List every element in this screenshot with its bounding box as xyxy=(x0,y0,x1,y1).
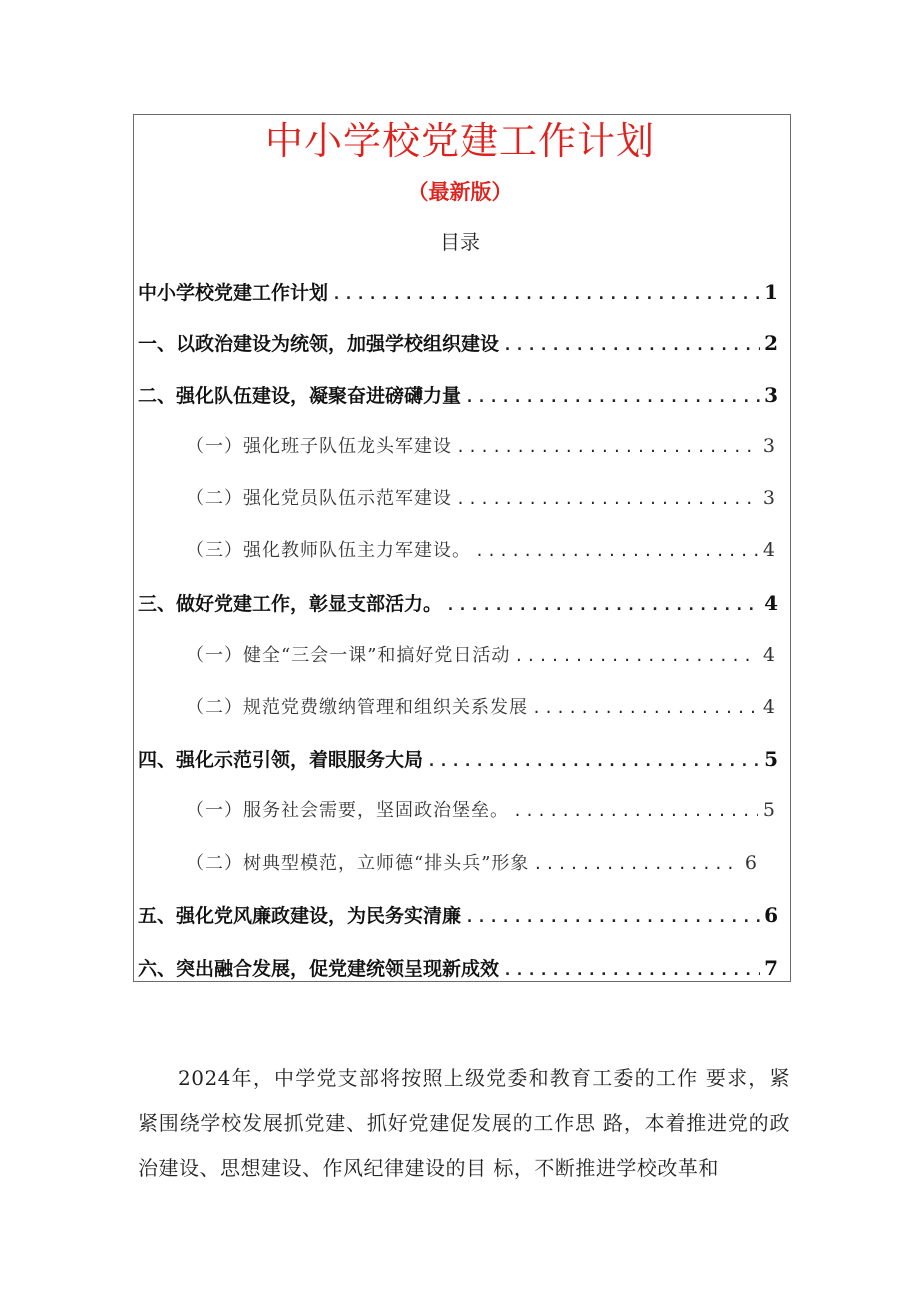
toc-entry-page: 6 xyxy=(764,903,778,927)
toc-dot-leader xyxy=(465,901,760,931)
toc-entry[interactable] xyxy=(138,327,778,359)
toc-entry-label: （二）强化党员队伍示范军建设 xyxy=(186,488,452,509)
toc-entry[interactable] xyxy=(138,587,778,619)
toc-entry-label: （二）树典型模范，立师德“排头兵”形象 xyxy=(186,853,530,874)
toc-entry-label: 三、做好党建工作，彰显支部活力。 xyxy=(138,593,443,615)
toc-entry-label: 中小学校党建工作计划 xyxy=(138,282,329,304)
toc-entry[interactable] xyxy=(186,534,776,566)
toc-dot-leader xyxy=(532,692,758,723)
toc-entry-page: 4 xyxy=(762,696,776,718)
toc-entry-label: 四、强化示范引领，着眼服务大局 xyxy=(138,749,424,771)
toc-entry[interactable] xyxy=(138,899,778,931)
toc-entry-label: 五、强化党风廉政建设，为民务实清廉 xyxy=(138,905,462,927)
toc-entry[interactable] xyxy=(186,430,776,462)
toc-dot-leader xyxy=(427,745,760,775)
toc-entry[interactable] xyxy=(138,276,778,308)
toc-entry-label: 六、突出融合发展，促党建统领呈现新成效 xyxy=(138,958,500,980)
toc-entry-page: 2 xyxy=(764,331,778,355)
toc-dot-leader xyxy=(513,795,758,826)
toc-entry-label: （一）强化班子队伍龙头军建设 xyxy=(186,436,452,457)
toc-entry-page: 5 xyxy=(764,747,778,771)
toc-entry-label: 二、强化队伍建设，凝聚奋进磅礴力量 xyxy=(138,385,462,407)
toc-entry-page: 5 xyxy=(762,799,776,821)
toc-dot-leader xyxy=(503,954,760,984)
toc-entry-page: 3 xyxy=(762,487,776,509)
toc-dot-leader xyxy=(465,381,760,411)
toc-entry-page: 7 xyxy=(764,956,778,980)
toc-entry-label: （三）强化教师队伍主力军建设。 xyxy=(186,540,471,561)
toc-entry-page: 4 xyxy=(764,591,778,615)
toc-entry-label: （一）健全“三会一课”和搞好党日活动 xyxy=(186,645,511,666)
toc-entry[interactable] xyxy=(138,952,778,984)
toc-entry-label: （二）规范党费缴纳管理和组织关系发展 xyxy=(186,697,528,718)
toc-entry[interactable] xyxy=(186,482,776,514)
toc-entry-page: 3 xyxy=(762,435,776,457)
toc-entry-page: 3 xyxy=(764,383,778,407)
toc-dot-leader xyxy=(332,278,760,308)
toc-entry-label: （一）服务社会需要，坚固政治堡垒。 xyxy=(186,800,509,821)
document-title: 中小学校党建工作计划 xyxy=(264,119,655,163)
toc-entry-page: 4 xyxy=(762,539,776,561)
toc-entry-page: 4 xyxy=(762,644,776,666)
toc-dot-leader xyxy=(533,848,740,879)
toc-entry[interactable] xyxy=(138,379,778,411)
toc-entry-page: 6 xyxy=(744,852,758,874)
toc-dot-leader xyxy=(475,535,758,566)
toc-entry[interactable] xyxy=(186,847,758,879)
toc-dot-leader xyxy=(456,483,758,514)
toc-dot-leader xyxy=(446,589,760,619)
toc-entry-page: 1 xyxy=(764,280,778,304)
toc-dot-leader xyxy=(456,431,758,462)
body-paragraph: 2024年，中学党支部将按照上级党委和教育工委的工作 要求，紧紧围绕学校发展抓党建、抓好党建促发展的工作思 路，本着推进党的政治建设、思想建设、作风纪律建设的目 标，不断推进学校改革和 xyxy=(138,1066,790,1180)
toc-dot-leader xyxy=(514,640,758,671)
toc-entry[interactable] xyxy=(186,691,776,723)
toc-dot-leader xyxy=(503,329,760,359)
toc-entry[interactable] xyxy=(186,639,776,671)
toc-entry[interactable] xyxy=(186,794,776,826)
toc-entry[interactable] xyxy=(138,743,778,775)
toc-entry-label: 一、以政治建设为统领，加强学校组织建设 xyxy=(138,333,500,355)
toc-heading: 目录 xyxy=(440,230,480,254)
document-subtitle: （最新版） xyxy=(407,179,513,204)
